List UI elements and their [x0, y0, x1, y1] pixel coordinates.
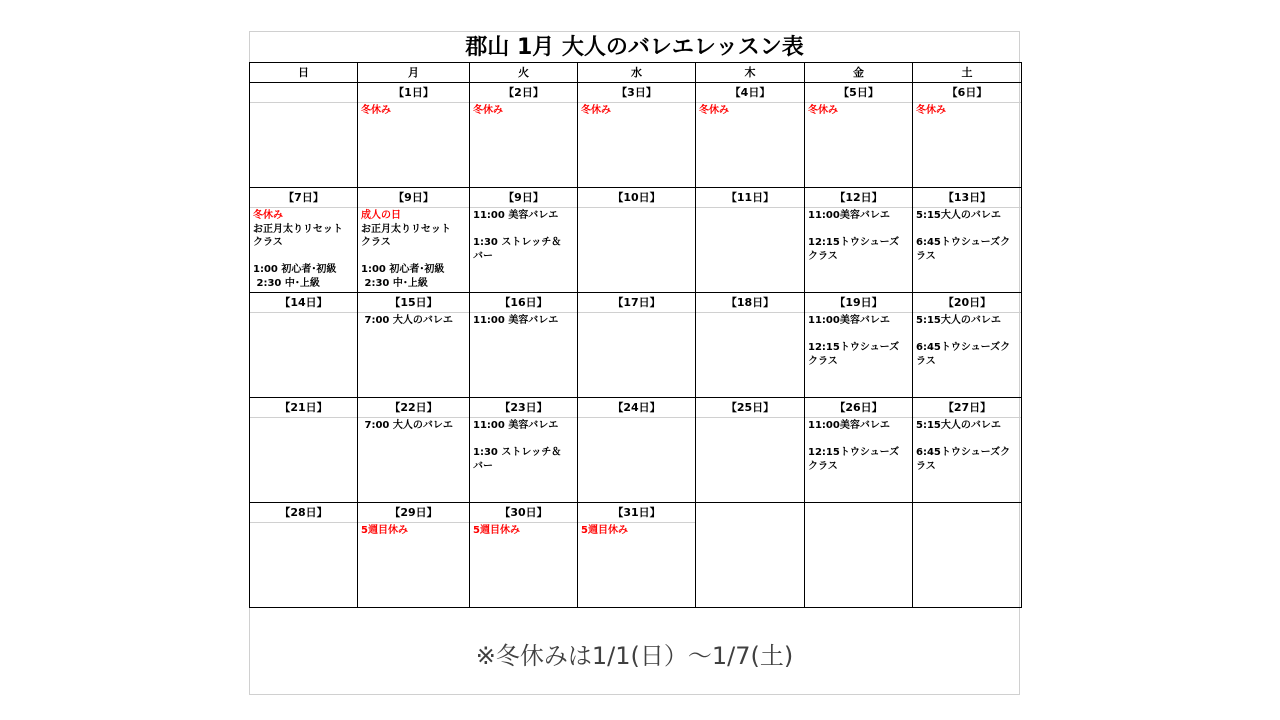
lesson-list	[470, 523, 577, 538]
lesson-entry: 11:00美容バレエ	[808, 420, 890, 431]
day-cell	[578, 188, 696, 293]
lesson-list	[358, 208, 469, 290]
lesson-list	[913, 313, 1021, 368]
day-cell	[470, 83, 578, 188]
week-row	[250, 398, 1022, 503]
weekday-thu: 木	[696, 63, 805, 83]
day-cell	[250, 83, 358, 188]
day-cell	[470, 398, 578, 503]
lesson-entry: 1:00 初心者･初級	[361, 264, 445, 275]
lesson-list	[913, 103, 1021, 118]
day-label: 【10日】	[578, 188, 695, 208]
lesson-list	[358, 313, 469, 328]
weekday-sun: 日	[250, 63, 358, 83]
lesson-entry: 11:00 美容バレエ	[473, 210, 559, 221]
week-row	[250, 188, 1022, 293]
day-cell	[250, 188, 358, 293]
lesson-entry: 6:45トウシューズク	[916, 342, 1011, 353]
day-cell	[470, 503, 578, 608]
lesson-list	[250, 418, 357, 419]
lesson-list	[578, 208, 695, 209]
week-row	[250, 83, 1022, 188]
day-label: 【16日】	[470, 293, 577, 313]
day-label: 【12日】	[805, 188, 912, 208]
day-label: 【27日】	[913, 398, 1021, 418]
lesson-entry: 11:00美容バレエ	[808, 210, 890, 221]
lesson-entry: バー	[473, 250, 493, 262]
lesson-entry: 1:00 初心者･初級	[253, 264, 337, 275]
lesson-list	[358, 523, 469, 538]
day-label: 【7日】	[250, 188, 357, 208]
week-row	[250, 503, 1022, 608]
weekday-wed: 水	[578, 63, 696, 83]
day-cell	[358, 503, 470, 608]
day-cell	[470, 293, 578, 398]
lesson-entry	[916, 223, 1019, 237]
lesson-list	[250, 523, 357, 524]
lesson-entry: 12:15トウシューズ	[808, 237, 900, 248]
lesson-list	[470, 313, 577, 328]
lesson-list	[696, 418, 804, 419]
day-cell	[913, 503, 1022, 608]
lesson-list	[578, 313, 695, 314]
lesson-entry	[473, 223, 575, 237]
day-label: 【18日】	[696, 293, 804, 313]
lesson-list	[358, 103, 469, 118]
day-label: 【4日】	[696, 83, 804, 103]
lesson-list	[696, 313, 804, 314]
lesson-entry: 1:30 ストレッチ＆	[473, 237, 562, 248]
lesson-list	[913, 418, 1021, 473]
lesson-list	[250, 103, 357, 104]
day-label: 【28日】	[250, 503, 357, 523]
lesson-list	[805, 103, 912, 118]
day-label: 【11日】	[696, 188, 804, 208]
holiday-note: 冬休み	[581, 105, 611, 116]
holiday-note: 冬休み	[473, 105, 503, 116]
day-label: 【24日】	[578, 398, 695, 418]
holiday-note: 冬休み	[699, 105, 729, 116]
lesson-entry: クラス	[808, 460, 838, 472]
lesson-entry: 5:15大人のバレエ	[916, 315, 1001, 326]
lesson-entry: 5:15大人のバレエ	[916, 420, 1001, 431]
day-cell	[250, 503, 358, 608]
day-cell	[913, 398, 1022, 503]
holiday-note: 5週目休み	[473, 525, 520, 536]
lesson-entry	[361, 250, 467, 264]
day-label: 【1日】	[358, 83, 469, 103]
day-label: 【14日】	[250, 293, 357, 313]
day-cell	[250, 293, 358, 398]
day-cell	[578, 293, 696, 398]
holiday-note: 成人の日	[361, 210, 401, 221]
lesson-entry: クラス	[361, 237, 391, 248]
day-label: 【22日】	[358, 398, 469, 418]
day-cell	[805, 188, 913, 293]
weekday-fri: 金	[805, 63, 913, 83]
lesson-list	[250, 208, 357, 290]
lesson-entry: お正月太りリセット	[253, 223, 343, 235]
day-label: 【15日】	[358, 293, 469, 313]
day-label: 【13日】	[913, 188, 1021, 208]
lesson-entry	[473, 433, 575, 447]
holiday-note: 5週目休み	[361, 525, 408, 536]
lesson-entry: 1:30 ストレッチ＆	[473, 447, 562, 458]
lesson-entry: 7:00 大人のバレエ	[361, 420, 453, 431]
lesson-entry	[808, 223, 910, 237]
lesson-entry: 6:45トウシューズク	[916, 447, 1011, 458]
lesson-entry: ラス	[916, 250, 936, 262]
holiday-note: 5週目休み	[581, 525, 628, 536]
winter-break-note: ※冬休みは1/1(日）～1/7(土)	[475, 642, 794, 670]
day-label: 【9日】	[358, 188, 469, 208]
day-cell	[805, 83, 913, 188]
lesson-list	[470, 418, 577, 473]
day-cell	[805, 398, 913, 503]
week-row	[250, 293, 1022, 398]
page-title: 郡山 1月 大人のバレエレッスン表	[465, 35, 804, 60]
day-cell	[578, 503, 696, 608]
day-cell	[913, 293, 1022, 398]
lesson-entry: クラス	[808, 355, 838, 367]
lesson-list	[578, 103, 695, 118]
holiday-note: 冬休み	[361, 105, 391, 116]
lesson-list	[470, 103, 577, 118]
day-cell	[696, 293, 805, 398]
lesson-list	[805, 418, 912, 473]
lesson-entry: 2:30 中･上級	[253, 277, 320, 289]
day-cell	[913, 188, 1022, 293]
day-cell	[696, 398, 805, 503]
lesson-entry: 11:00 美容バレエ	[473, 315, 559, 326]
day-label: 【17日】	[578, 293, 695, 313]
day-label: 【2日】	[470, 83, 577, 103]
lesson-entry: クラス	[253, 237, 283, 248]
lesson-entry: 7:00 大人のバレエ	[361, 315, 453, 326]
day-label: 【23日】	[470, 398, 577, 418]
weekday-mon: 月	[358, 63, 470, 83]
lesson-entry: 11:00美容バレエ	[808, 315, 890, 326]
day-cell	[358, 83, 470, 188]
lesson-list	[578, 418, 695, 419]
day-label: 【3日】	[578, 83, 695, 103]
lesson-entry: お正月太りリセット	[361, 223, 451, 235]
day-cell	[358, 188, 470, 293]
day-cell	[805, 293, 913, 398]
day-label: 【9日】	[470, 188, 577, 208]
weekday-header-row	[250, 63, 1022, 83]
day-cell	[358, 398, 470, 503]
holiday-note: 冬休み	[916, 105, 946, 116]
lesson-entry	[916, 328, 1019, 342]
lesson-entry: 12:15トウシューズ	[808, 447, 900, 458]
day-label: 【31日】	[578, 503, 695, 523]
holiday-note: 冬休み	[253, 210, 283, 221]
lesson-list	[805, 313, 912, 368]
lesson-entry: 12:15トウシューズ	[808, 342, 900, 353]
day-label: 【21日】	[250, 398, 357, 418]
lesson-list	[578, 523, 695, 538]
day-label: 【29日】	[358, 503, 469, 523]
lesson-list	[358, 418, 469, 433]
lesson-entry: 6:45トウシューズク	[916, 237, 1011, 248]
lesson-list	[805, 208, 912, 263]
lesson-entry	[916, 433, 1019, 447]
lesson-list	[250, 313, 357, 314]
calendar-table	[249, 62, 1022, 608]
day-cell	[913, 83, 1022, 188]
day-cell	[250, 398, 358, 503]
lesson-list	[470, 208, 577, 263]
day-label: 【19日】	[805, 293, 912, 313]
lesson-entry	[808, 433, 910, 447]
lesson-entry: クラス	[808, 250, 838, 262]
lesson-entry	[808, 328, 910, 342]
day-cell	[470, 188, 578, 293]
day-cell	[696, 188, 805, 293]
lesson-entry: ラス	[916, 460, 936, 472]
day-label: 【20日】	[913, 293, 1021, 313]
day-cell	[578, 83, 696, 188]
weekday-sat: 土	[913, 63, 1022, 83]
lesson-list	[696, 103, 804, 118]
holiday-note: 冬休み	[808, 105, 838, 116]
day-cell	[696, 503, 805, 608]
day-label: 【5日】	[805, 83, 912, 103]
lesson-list	[913, 208, 1021, 263]
lesson-entry	[253, 250, 355, 264]
day-cell	[805, 503, 913, 608]
weekday-tue: 火	[470, 63, 578, 83]
day-cell	[358, 293, 470, 398]
lesson-entry: 2:30 中･上級	[361, 277, 428, 289]
day-label: 【26日】	[805, 398, 912, 418]
day-label	[250, 83, 357, 103]
day-label: 【6日】	[913, 83, 1021, 103]
lesson-entry: ラス	[916, 355, 936, 367]
day-label: 【25日】	[696, 398, 804, 418]
day-cell	[696, 83, 805, 188]
day-cell	[578, 398, 696, 503]
lesson-entry: バー	[473, 460, 493, 472]
lesson-entry: 11:00 美容バレエ	[473, 420, 559, 431]
lesson-entry: 5:15大人のバレエ	[916, 210, 1001, 221]
lesson-list	[696, 208, 804, 209]
day-label: 【30日】	[470, 503, 577, 523]
